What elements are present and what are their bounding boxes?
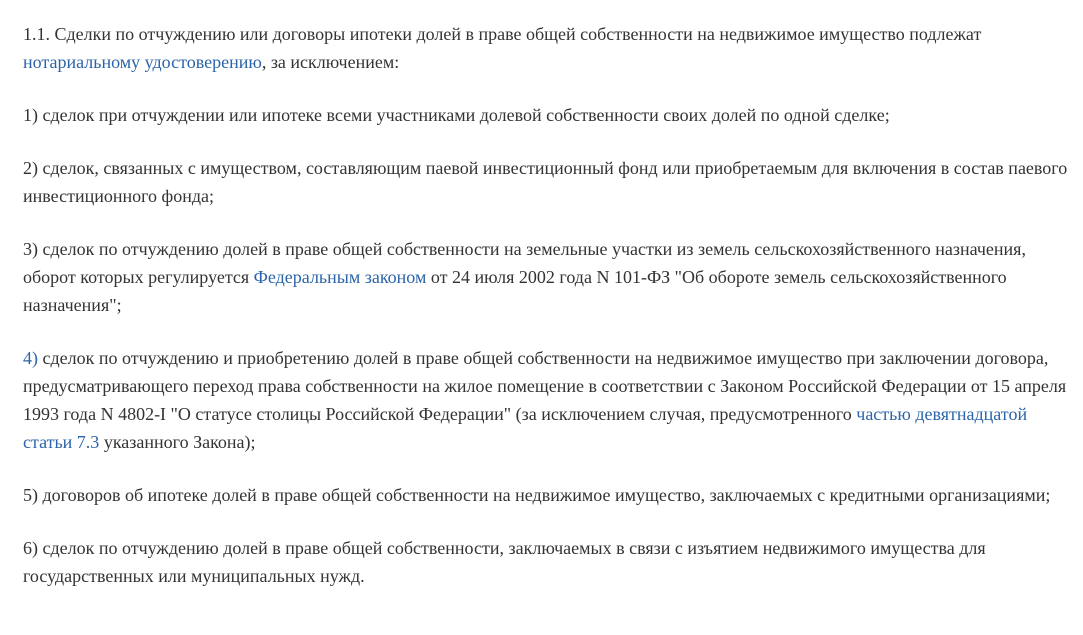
- list-item-2: 2) сделок, связанных с имуществом, составляющим паевой инвестиционный фонд или приобретаемым для включения в состав паевого инвестиционного фонда;: [23, 158, 1068, 206]
- federal-law-link[interactable]: Федеральным законом: [253, 267, 427, 287]
- paragraph-1-1-text-end: , за исключением:: [261, 52, 400, 72]
- list-item-4: [23, 344, 1068, 456]
- paragraph-1-1: [23, 20, 1068, 76]
- list-item-6: 6) сделок по отчуждению долей в праве общей собственности, заключаемых в связи с изъятием недвижимого имущества для государственных или муниципальных нужд.: [23, 538, 986, 586]
- list-item-5: 5) договоров об ипотеке долей в праве общей собственности на недвижимое имущество, заключаемых с кредитными организациями;: [23, 485, 1051, 505]
- list-item-3: [23, 235, 1068, 319]
- item-4-number-link[interactable]: 4): [23, 348, 38, 368]
- list-item-1: 1) сделок при отчуждении или ипотеке всеми участниками долевой собственности своих долей по одной сделке;: [23, 105, 890, 125]
- list-item-3-text-end: от 24 июля 2002 года N 101-ФЗ "Об обороте земель сельскохозяйственного назначения";: [23, 267, 1007, 315]
- paragraph-1-1-text-start: 1.1. Сделки по отчуждению или договоры ипотеки долей в праве общей собственности на недвижимое имущество подлежат: [23, 24, 982, 44]
- document-body: [23, 20, 1068, 615]
- list-item-4-text-start: сделок по отчуждению и приобретению долей в праве общей собственности на недвижимое имущество при заключении договора, предусматривающего переход права собственности на жилое помещение в соответствии с Законом Российской Федерации от 15 апреля 1993 года N 4802-I "О статусе столицы Российской Федерации" (за исключением случая, предусмотренного: [23, 348, 1067, 424]
- article-7-3-link[interactable]: частью девятнадцатой статьи 7.3: [23, 404, 1028, 452]
- list-item-4-text-end: указанного Закона);: [99, 432, 256, 452]
- list-item-3-text-start: 3) сделок по отчуждению долей в праве общей собственности на земельные участки из земель сельскохозяйственного назначения, оборот которых регулируется: [23, 239, 1026, 287]
- notarial-certification-link[interactable]: нотариальному удостоверению: [23, 52, 262, 72]
